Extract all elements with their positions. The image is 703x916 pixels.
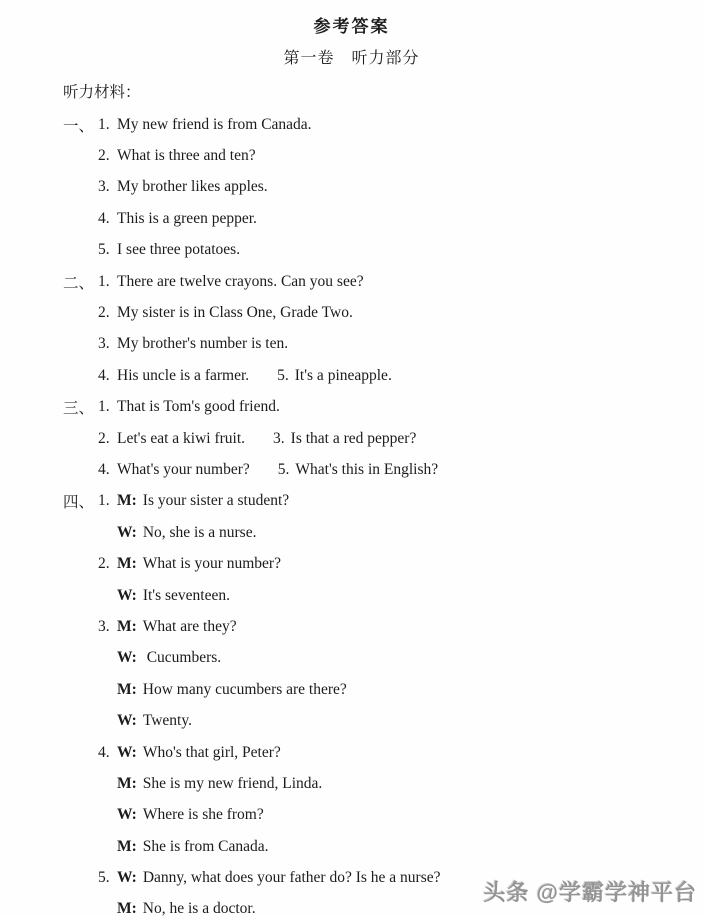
line-text: She is from Canada. bbox=[142, 837, 269, 855]
transcript-line bbox=[0, 360, 703, 391]
line-text: She is my new friend, Linda. bbox=[142, 774, 323, 792]
line-text: My brother's number is ten. bbox=[117, 335, 289, 353]
section-marker: 二、 bbox=[63, 274, 95, 292]
transcript-line bbox=[0, 486, 703, 517]
line-text: Where is she from? bbox=[142, 806, 264, 824]
item-number: 3. bbox=[98, 178, 110, 196]
transcript-line bbox=[0, 454, 703, 485]
transcript-line bbox=[0, 737, 703, 768]
speaker-label: M: bbox=[117, 900, 137, 916]
line-text: How many cucumbers are there? bbox=[142, 680, 347, 698]
line-text: It's seventeen. bbox=[142, 586, 230, 604]
item-number: 1. bbox=[98, 492, 110, 510]
line-text-2: It's a pineapple. bbox=[294, 366, 392, 384]
item-number: 4. bbox=[98, 743, 110, 761]
transcript-line bbox=[0, 674, 703, 705]
listening-materials-label: 听力材料： bbox=[63, 84, 141, 101]
item-number: 4. bbox=[98, 366, 110, 384]
transcript-line bbox=[0, 235, 703, 266]
transcript-line bbox=[0, 800, 703, 831]
speaker-label: M: bbox=[117, 617, 137, 635]
transcript-line bbox=[0, 768, 703, 799]
item-number: 2. bbox=[98, 147, 110, 165]
item-number-2: 5. bbox=[277, 460, 290, 478]
item-number-2: 3. bbox=[273, 429, 285, 447]
line-text: Who's that girl, Peter? bbox=[142, 743, 281, 761]
item-number: 2. bbox=[98, 555, 110, 573]
item-number: 3. bbox=[98, 335, 110, 353]
item-number-2: 5. bbox=[277, 366, 289, 384]
speaker-label: M: bbox=[117, 492, 137, 510]
line-text: What is three and ten? bbox=[117, 147, 256, 165]
item-number: 1. bbox=[98, 398, 110, 416]
transcript-line bbox=[0, 831, 703, 862]
line-text: Twenty. bbox=[142, 712, 192, 730]
line-text: My new friend is from Canada. bbox=[117, 115, 312, 133]
line-text: Danny, what does your father do? Is he a nurse? bbox=[142, 869, 441, 887]
transcript-line bbox=[0, 517, 703, 548]
item-number: 4. bbox=[98, 460, 110, 478]
transcript-line bbox=[0, 611, 703, 642]
transcript-line bbox=[0, 297, 703, 328]
transcript-line bbox=[0, 203, 703, 234]
speaker-label: M: bbox=[117, 680, 137, 698]
item-number: 3. bbox=[98, 617, 110, 635]
speaker-label: M: bbox=[117, 837, 137, 855]
transcript-line bbox=[0, 580, 703, 611]
transcript-line bbox=[0, 643, 703, 674]
line-text: No, she is a nurse. bbox=[142, 523, 257, 541]
line-text: Cucumbers. bbox=[142, 649, 222, 667]
speaker-label: W: bbox=[117, 523, 137, 541]
line-text: What is your number? bbox=[142, 555, 281, 573]
section-marker: 三、 bbox=[63, 400, 95, 418]
line-text: Is your sister a student? bbox=[142, 492, 290, 510]
speaker-label: M: bbox=[117, 555, 137, 573]
line-text: What's your number? bbox=[117, 460, 250, 478]
line-text: What are they? bbox=[142, 617, 237, 635]
transcript-line bbox=[0, 109, 703, 140]
speaker-label: M: bbox=[117, 774, 137, 792]
section-marker: 四、 bbox=[63, 494, 95, 512]
line-text: I see three potatoes. bbox=[117, 241, 241, 259]
section-marker: 一、 bbox=[63, 117, 95, 135]
transcript-line bbox=[0, 548, 703, 579]
line-text: No, he is a doctor. bbox=[142, 900, 256, 916]
item-number: 2. bbox=[98, 429, 110, 447]
item-number: 4. bbox=[98, 209, 110, 227]
item-number: 5. bbox=[98, 869, 110, 887]
transcript-line bbox=[0, 705, 703, 736]
watermark: 头条 @学霸学神平台 bbox=[483, 880, 697, 905]
speaker-label: W: bbox=[117, 586, 137, 604]
section-heading: 第一卷 听力部分 bbox=[283, 50, 420, 67]
line-text: There are twelve crayons. Can you see? bbox=[117, 272, 364, 290]
item-number: 2. bbox=[98, 304, 110, 322]
line-text: My sister is in Class One, Grade Two. bbox=[117, 304, 353, 322]
page-title: 参考答案 bbox=[313, 17, 390, 36]
speaker-label: W: bbox=[117, 712, 137, 730]
line-text: This is a green pepper. bbox=[117, 209, 257, 227]
transcript-line bbox=[0, 172, 703, 203]
transcript-line bbox=[0, 423, 703, 454]
transcript-line bbox=[0, 266, 703, 297]
line-text: My brother likes apples. bbox=[117, 178, 268, 196]
item-number: 1. bbox=[98, 272, 110, 290]
line-text-2: What's this in English? bbox=[295, 460, 439, 478]
transcript-line bbox=[0, 140, 703, 171]
speaker-label: W: bbox=[117, 869, 137, 887]
line-text: Let's eat a kiwi fruit. bbox=[117, 429, 246, 447]
speaker-label: W: bbox=[117, 743, 137, 761]
line-text-2: Is that a red pepper? bbox=[290, 429, 417, 447]
transcript-line bbox=[0, 329, 703, 360]
item-number: 1. bbox=[98, 115, 110, 133]
line-text: His uncle is a farmer. bbox=[117, 366, 250, 384]
transcript bbox=[0, 109, 703, 916]
line-text: That is Tom's good friend. bbox=[117, 398, 280, 416]
speaker-label: W: bbox=[117, 649, 137, 667]
transcript-line bbox=[0, 392, 703, 423]
item-number: 5. bbox=[98, 241, 110, 259]
speaker-label: W: bbox=[117, 806, 137, 824]
